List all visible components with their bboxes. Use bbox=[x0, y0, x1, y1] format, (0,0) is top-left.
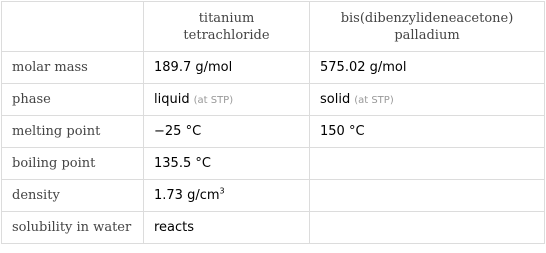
table-row bbox=[2, 116, 545, 148]
cell-value bbox=[310, 180, 545, 212]
header-titanium-tetrachloride: titanium tetrachloride bbox=[144, 2, 310, 52]
properties-table bbox=[1, 1, 545, 244]
row-label-molar-mass: molar mass bbox=[2, 52, 144, 84]
phase-note: (at STP) bbox=[354, 95, 394, 106]
table-row bbox=[2, 52, 545, 84]
cell-value bbox=[310, 212, 545, 244]
cell-value bbox=[310, 84, 545, 116]
cell-value: −25 °C bbox=[144, 116, 310, 148]
density-exponent: 3 bbox=[219, 186, 225, 196]
table-row bbox=[2, 180, 545, 212]
cell-value: 189.7 g/mol bbox=[144, 52, 310, 84]
header-pd-dba bbox=[310, 2, 545, 52]
cell-value: 135.5 °C bbox=[144, 148, 310, 180]
cell-value bbox=[144, 84, 310, 116]
row-label-phase: phase bbox=[2, 84, 144, 116]
row-label-density: density bbox=[2, 180, 144, 212]
cell-value: 150 °C bbox=[310, 116, 545, 148]
row-label-melting-point: melting point bbox=[2, 116, 144, 148]
cell-value bbox=[310, 148, 545, 180]
phase-value: solid bbox=[320, 92, 351, 107]
row-label-solubility: solubility in water bbox=[2, 212, 144, 244]
cell-value: 575.02 g/mol bbox=[310, 52, 545, 84]
header-row bbox=[2, 2, 545, 52]
cell-value bbox=[144, 180, 310, 212]
density-value: 1.73 g/cm bbox=[154, 188, 220, 203]
table-row bbox=[2, 148, 545, 180]
phase-value: liquid bbox=[154, 92, 190, 107]
phase-note: (at STP) bbox=[193, 95, 234, 106]
cell-value: reacts bbox=[144, 212, 310, 244]
header-empty-cell bbox=[2, 2, 144, 52]
table-row bbox=[2, 84, 545, 116]
row-label-boiling-point: boiling point bbox=[2, 148, 144, 180]
header-pd-dba-label: bis(dibenzylideneacetone) palladium bbox=[340, 10, 514, 43]
table-row bbox=[2, 212, 545, 244]
